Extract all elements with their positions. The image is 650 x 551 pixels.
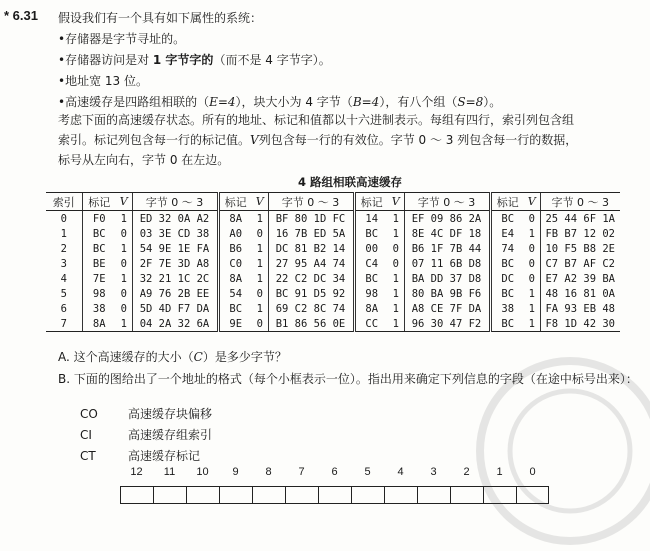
bytes-header: 字节 0 ～ 3 [132,193,218,211]
bytes-cell: BC 91 D5 92 [268,286,354,301]
valid-cell: 1 [256,242,263,255]
valid-cell: 1 [392,287,399,300]
field-co: CO 高速缓存块偏移 [80,407,213,421]
bytes-cell: 07 11 6B D8 [404,256,490,271]
table-row [46,256,620,271]
bit-label: 0 [529,466,536,478]
valid-cell: 1 [524,316,540,332]
valid-cell: 1 [256,257,263,270]
set-index-cell: 1 [60,227,67,240]
valid-cell: 1 [392,302,399,315]
valid-cell: 1 [256,272,263,285]
bullet-item: •存储器是字节寻址的。 [58,32,186,46]
bytes-header: 字节 0 ～ 3 [540,193,620,211]
bit-box [385,487,418,503]
bytes-header: 字节 0 ～ 3 [404,193,490,211]
tag-cell: 98 [82,286,116,301]
valid-cell: 0 [528,257,535,270]
bit-label: 3 [430,466,437,478]
table-header-row [46,193,620,211]
tag-cell: 74 [490,241,524,256]
table-row [46,241,620,256]
tag-cell: BC [490,211,524,227]
problem-intro: 假设我们有一个具有如下属性的系统： [58,11,263,25]
bit-label: 2 [463,466,470,478]
set-index-cell: 6 [60,302,67,315]
set-index-cell: 7 [46,316,82,332]
valid-cell: 0 [392,257,399,270]
bytes-cell: 27 95 A4 74 [268,256,354,271]
field-ct: CT 高速缓存标记 [80,449,201,463]
tag-cell: BC [490,256,524,271]
set-index-cell: 4 [60,272,67,285]
bit-label: 1 [496,466,503,478]
bytes-cell: 96 30 47 F2 [404,316,490,332]
tag-cell: BC [218,301,252,316]
tag-header: 标记 [82,193,116,211]
tag-cell: F0 [82,211,116,227]
bit-label: 7 [298,466,305,478]
bytes-cell: 80 BA 9B F6 [404,286,490,301]
bytes-cell: C7 B7 AF C2 [540,256,620,271]
tag-header: 标记 [354,193,388,211]
valid-header: V [116,193,132,211]
tag-cell: 8A [354,301,388,316]
bytes-cell: E7 A2 39 BA [540,271,620,286]
bit-box [418,487,451,503]
valid-cell: 1 [528,287,535,300]
bit-label: 11 [163,466,176,478]
table-row [46,286,620,301]
tag-cell: 14 [354,211,388,227]
bullet-item: •地址宽 13 位。 [58,74,148,88]
tag-cell: BC [354,226,388,241]
bytes-cell: ED 32 0A A2 [132,211,218,227]
tag-header: 标记 [218,193,252,211]
bytes-cell: 8E 4C DF 18 [404,226,490,241]
bytes-cell: BF 80 1D FC [268,211,354,227]
bytes-cell: A9 76 2B EE [132,286,218,301]
bit-label: 10 [196,466,209,478]
valid-cell: 0 [528,272,535,285]
bytes-cell: 16 7B ED 5A [268,226,354,241]
tag-cell: 9E [218,316,252,332]
table-row [46,271,620,286]
bytes-cell: 5D 4D F7 DA [132,301,218,316]
bit-label: 5 [364,466,371,478]
bit-box [220,487,253,503]
tag-cell: A0 [218,226,252,241]
bytes-cell: A8 CE 7F DA [404,301,490,316]
bytes-cell: 22 C2 DC 34 [268,271,354,286]
bit-label: 4 [397,466,404,478]
tag-cell: BC [354,271,388,286]
valid-cell: 0 [392,242,399,255]
bullet-item: •高速缓存是四路组相联的（E=4），块大小为 4 字节（B=4），有八个组（S=8）。 [58,95,502,109]
question-a: A. 这个高速缓存的大小（C）是多少字节？ [58,350,287,364]
valid-cell: 1 [388,316,404,332]
field-ci: CI 高速缓存组索引 [80,428,213,442]
bytes-cell: FA 93 EB 48 [540,301,620,316]
valid-cell: 1 [120,272,127,285]
valid-cell: 0 [120,302,127,315]
table-row [46,316,620,332]
table-row [46,301,620,316]
bit-box [187,487,220,503]
tag-cell: BE [82,256,116,271]
tag-cell: E4 [490,226,524,241]
tag-cell: BC [490,286,524,301]
valid-cell: 1 [256,302,263,315]
valid-cell: 0 [528,242,535,255]
bit-box [253,487,286,503]
bytes-cell: EF 09 86 2A [404,211,490,227]
cache-table [46,192,620,332]
valid-cell: 1 [120,212,127,225]
valid-cell: 1 [392,227,399,240]
bit-box [121,487,154,503]
index-header: 索引 [46,193,82,211]
bytes-cell: BA DD 37 D8 [404,271,490,286]
bit-box [154,487,187,503]
bit-label: 12 [130,466,143,478]
tag-cell: BC [490,316,524,332]
valid-cell: 1 [120,242,127,255]
tag-cell: BC [82,241,116,256]
tag-header: 标记 [490,193,524,211]
valid-cell: 0 [120,227,127,240]
bytes-cell: 25 44 6F 1A [540,211,620,227]
bytes-cell: 03 3E CD 38 [132,226,218,241]
table-row [46,211,620,227]
tag-cell: 8A [82,316,116,332]
set-index-cell: 0 [60,212,67,225]
bytes-cell: F8 1D 42 30 [540,316,620,332]
valid-cell: 0 [256,227,263,240]
valid-header: V [252,193,268,211]
tag-cell: 38 [490,301,524,316]
tag-cell: 8A [218,271,252,286]
valid-header: V [388,193,404,211]
tag-cell: C0 [218,256,252,271]
tag-cell: 54 [218,286,252,301]
valid-cell: 1 [392,272,399,285]
valid-cell: 1 [392,212,399,225]
bytes-cell: 2F 7E 3D A8 [132,256,218,271]
bit-box [352,487,385,503]
valid-cell: 1 [256,212,263,225]
bytes-cell: 10 F5 B8 2E [540,241,620,256]
bytes-header: 字节 0 ～ 3 [268,193,354,211]
problem-number: * 6.31 [4,8,38,23]
tag-cell: BC [82,226,116,241]
valid-cell: 0 [252,316,268,332]
valid-cell: 0 [528,212,535,225]
bit-box [286,487,319,503]
bytes-cell: FB B7 12 02 [540,226,620,241]
valid-cell: 0 [120,287,127,300]
bit-box [319,487,352,503]
tag-cell: 8A [218,211,252,227]
watermark-stamp [470,351,650,551]
valid-cell: 0 [120,257,127,270]
set-index-cell: 5 [60,287,67,300]
question-b: B. 下面的图给出了一个地址的格式（每个小框表示一位）。指出用来确定下列信息的字段（在途中标号出来）： [58,372,638,386]
bytes-cell: 48 16 81 0A [540,286,620,301]
bit-label: 9 [232,466,239,478]
valid-cell: 1 [528,227,535,240]
bytes-cell: 69 C2 8C 74 [268,301,354,316]
tag-cell: 7E [82,271,116,286]
tag-cell: DC [490,271,524,286]
bullet-item: •存储器访问是对 1 字节字的（而不是 4 字节字）。 [58,53,331,67]
bytes-cell: 54 9E 1E FA [132,241,218,256]
description-paragraph: 考虑下面的高速缓存状态。所有的地址、标记和值都以十六进制表示。每组有四行，索引列包含组 索引。标记列包含每一行的标记值。V列包含每一行的有效位。字节 0 ～ 3 列包含每一行的数据， 标号从左向右，字节 0 在左边。 [58,113,578,167]
bytes-cell: B6 1F 7B 44 [404,241,490,256]
tag-cell: 00 [354,241,388,256]
tag-cell: 98 [354,286,388,301]
bit-label: 8 [265,466,272,478]
valid-cell: 1 [116,316,132,332]
tag-cell: B6 [218,241,252,256]
valid-cell: 0 [256,287,263,300]
table-row [46,226,620,241]
tag-cell: CC [354,316,388,332]
set-index-cell: 2 [60,242,67,255]
bytes-cell: 04 2A 32 6A [132,316,218,332]
table-caption: 4 路组相联高速缓存 [297,175,402,189]
valid-header: V [524,193,540,211]
bit-label: 6 [331,466,338,478]
tag-cell: C4 [354,256,388,271]
bytes-cell: 32 21 1C 2C [132,271,218,286]
tag-cell: 38 [82,301,116,316]
set-index-cell: 3 [60,257,67,270]
bytes-cell: DC 81 B2 14 [268,241,354,256]
valid-cell: 1 [528,302,535,315]
bytes-cell: B1 86 56 0E [268,316,354,332]
